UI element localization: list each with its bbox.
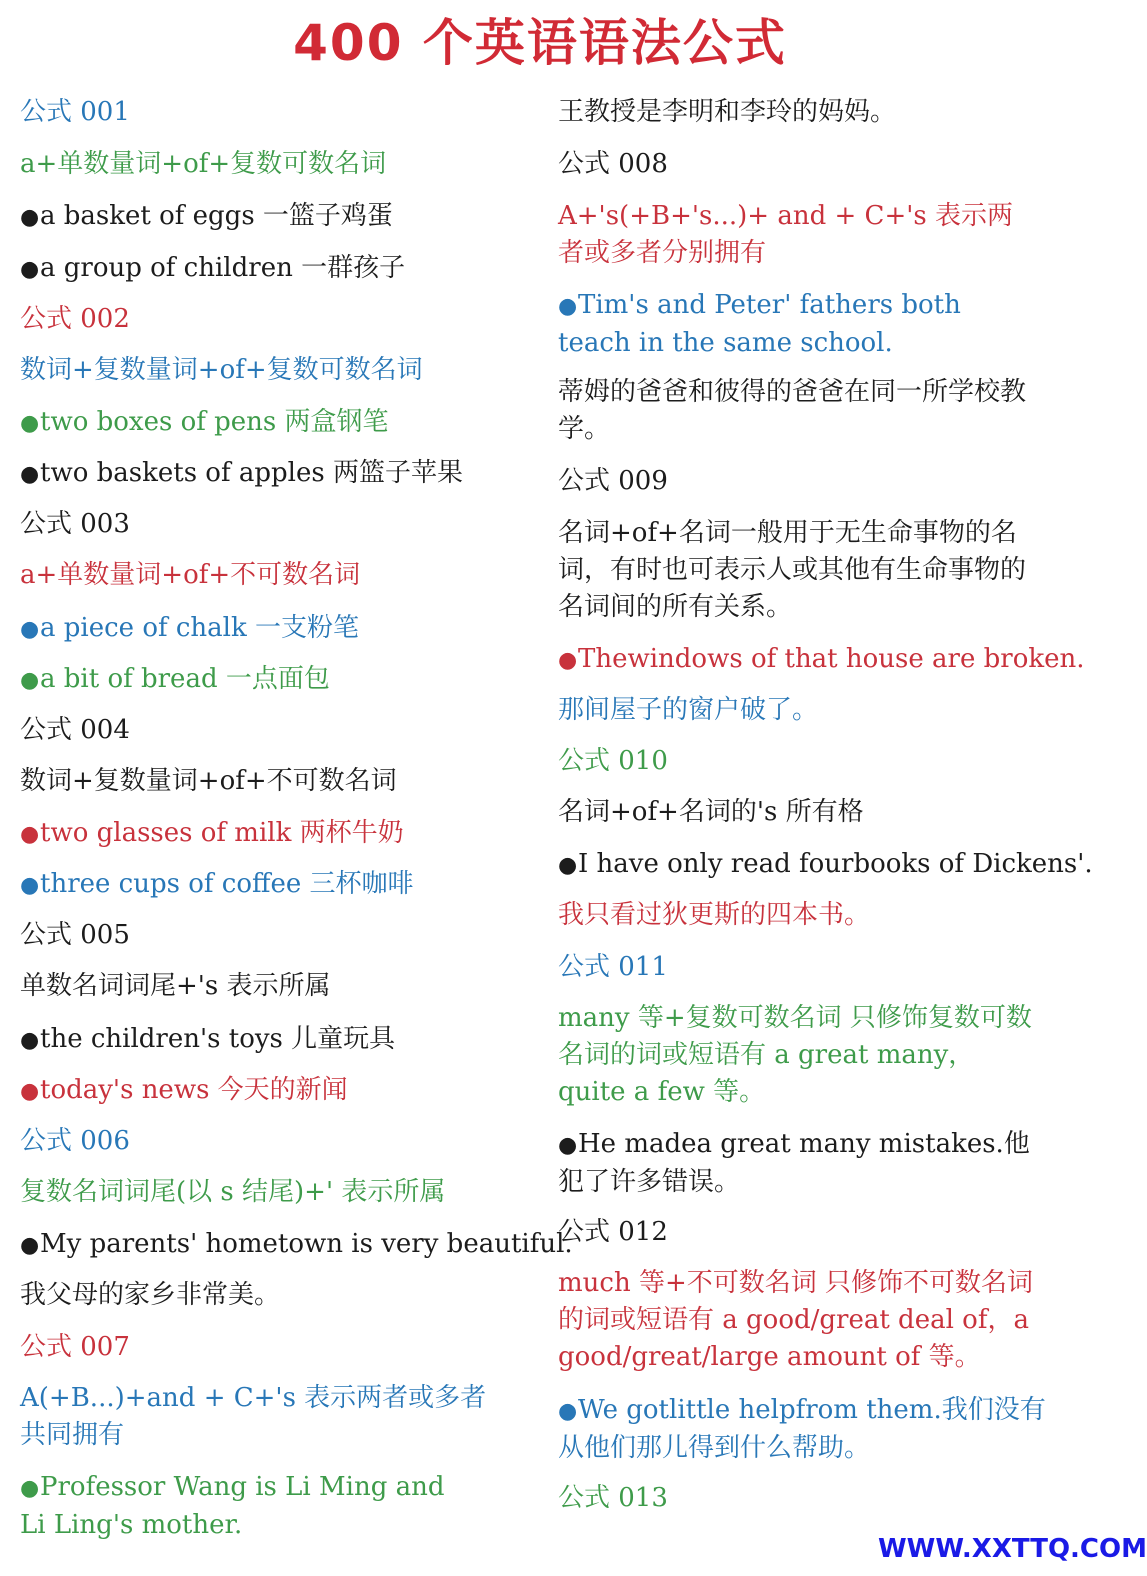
formula-rule: much 等+不可数名词 只修饰不可数名词的词或短语有 a good/great deal of，a good/great/large amount of 等。: [558, 1268, 1034, 1372]
example-item: ●a piece of chalk 一支粉笔: [20, 613, 360, 643]
example-item: ●Professor Wang is Li Ming and Li Ling's mother.: [20, 1472, 445, 1540]
formula-rule: A+'s(+B+'s...)+ and + C+'s 表示两者或多者分别拥有: [558, 201, 1013, 268]
example-item: ●today's news 今天的新闻: [20, 1075, 348, 1105]
formula-rule: 复数名词词尾(以 s 结尾)+' 表示所属: [20, 1177, 446, 1207]
translation: 我只看过狄更斯的四本书。: [558, 900, 871, 930]
formula-heading: 公式 009: [558, 466, 668, 496]
page-title: 400 个英语语法公式: [293, 14, 787, 72]
example-item: ●Thewindows of that house are broken.: [558, 644, 1085, 674]
formula-heading: 公式 011: [558, 952, 668, 982]
formula-heading: 公式 003: [20, 509, 130, 539]
example-item: ●We gotlittle helpfrom them.我们没有从他们那儿得到什么帮助。: [558, 1395, 1046, 1463]
formula-heading: 公式 008: [558, 149, 668, 179]
formula-rule: 单数名词词尾+'s 表示所属: [20, 971, 331, 1001]
formula-heading: 公式 007: [20, 1332, 130, 1362]
translation: 蒂姆的爸爸和彼得的爸爸在同一所学校教学。: [558, 377, 1027, 444]
formula-heading: 公式 010: [558, 746, 668, 776]
translation: 我父母的家乡非常美。: [20, 1280, 281, 1310]
example-item: ●three cups of coffee 三杯咖啡: [20, 869, 414, 899]
formula-rule: A(+B...)+and + C+'s 表示两者或多者共同拥有: [20, 1383, 487, 1450]
formula-heading: 公式 002: [20, 304, 130, 334]
formula-rule: 数词+复数量词+of+不可数名词: [20, 766, 397, 796]
example-item: ●My parents' hometown is very beautiful.: [20, 1229, 573, 1259]
translation: 那间屋子的窗户破了。: [558, 695, 819, 725]
formula-rule: many 等+复数可数名词 只修饰复数可数名词的词或短语有 a great many，quite a few 等。: [558, 1003, 1032, 1107]
formula-heading: 公式 012: [558, 1217, 668, 1247]
example-item: ●a bit of bread 一点面包: [20, 664, 330, 694]
example-item: ●a basket of eggs 一篮子鸡蛋: [20, 201, 393, 231]
formula-heading: 公式 005: [20, 920, 130, 950]
example-item: ●the children's toys 儿童玩具: [20, 1024, 396, 1054]
example-item: ●I have only read fourbooks of Dickens'.: [558, 849, 1093, 879]
formula-heading: 公式 006: [20, 1126, 130, 1156]
formula-heading: 公式 013: [558, 1483, 668, 1513]
example-item: ●Tim's and Peter' fathers both teach in the same school.: [558, 290, 961, 358]
formula-rule: a+单数量词+of+复数可数名词: [20, 149, 387, 179]
formula-heading: 公式 001: [20, 97, 130, 127]
example-item: ●two glasses of milk 两杯牛奶: [20, 818, 404, 848]
example-item: ●two boxes of pens 两盒钢笔: [20, 407, 389, 437]
example-item: ●two baskets of apples 两篮子苹果: [20, 458, 463, 488]
example-item: ●a group of children 一群孩子: [20, 253, 406, 283]
formula-rule: 名词+of+名词一般用于无生命事物的名词，有时也可表示人或其他有生命事物的名词间的所有关系。: [558, 518, 1027, 622]
site-watermark: WWW.XXTTQ.COM: [878, 1534, 1147, 1564]
formula-rule: a+单数量词+of+不可数名词: [20, 560, 361, 590]
translation: 王教授是李明和李玲的妈妈。: [558, 97, 897, 127]
formula-heading: 公式 004: [20, 715, 130, 745]
formula-rule: 数词+复数量词+of+复数可数名词: [20, 355, 423, 385]
example-item: ●He madea great many mistakes.他犯了许多错误。: [558, 1129, 1030, 1197]
formula-rule: 名词+of+名词的's 所有格: [558, 797, 864, 827]
